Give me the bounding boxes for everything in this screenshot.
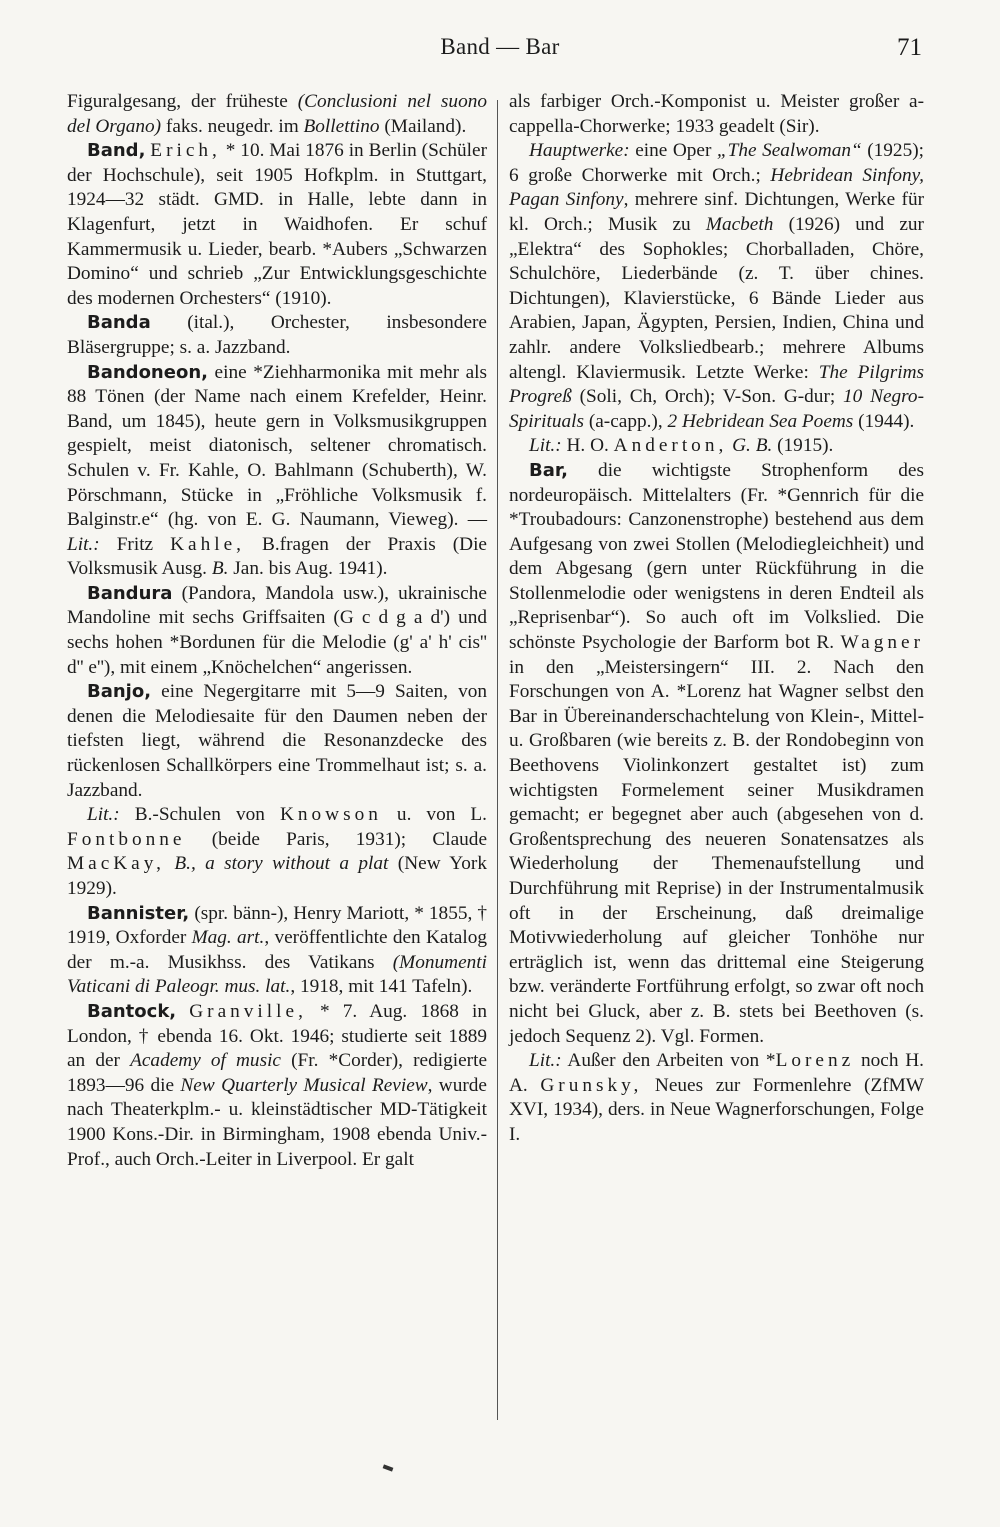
running-header: Band — Bar — [440, 34, 560, 59]
print-mark — [383, 1464, 394, 1471]
entry-bar: Bar, die wichtigste Strophenform des nordeuropäisch. Mittelalters (Fr. *Gennrich für die *Troubadours: Canzonenstrophe) bestehend aus dem Aufgesang von zwei Stollen (Melodiegleichheit) und dem Abgesang (gern unter Rückführung in die Stollenmelodie oder wenigstens in deren Endteil als „Reprisenbar“). So auch oft im Volkslied. Die schönste Psychologie der Barform bot R. Wagner in den „Meistersingern“ III. 2. Nach den Forschungen von A. *Lorenz hat Wagner selbst den Bar in Übereinanderschachtelung von Klein-, Mittel- u. Großbaren (wie bereits z. B. der Rondobeginn von Beethovens Violinkonzert gestaltet ist) zum wichtigsten Formelement seiner Musikdramen gemacht; er begegnet aber auch (abgesehen von d. Großentsprechung des neueren Sonatensatzes als Wiederholung der Themenaufstellung und Durchführung mit Reprise) in der Instrumentalmusik oft in der Erscheinung, daß dreimalige Motivwiederholung auf gleicher Tonhöhe nur erträglich ist, wenn das drittemal eine Steigerung bzw. veränderte Fortführung erfolgt, so zwar oft noch nicht bei Gluck, aber z. B. stets bei Beethoven (s. jedoch Sequenz 2). Vgl. Formen. — [509, 459, 924, 1047]
entry-banjo: Banjo, eine Negergitarre mit 5—9 Saiten, von denen die Melodiesaite für den Daumen neben der tiefsten liegt, während die Resonanzdecke des rückenlosen Schallkörpers eine Trommelhaut ist; s. a. Jazzband. — [67, 681, 487, 801]
headword: Bandoneon, — [87, 361, 208, 383]
headword: Banjo, — [87, 681, 152, 703]
headword: Bar, — [529, 459, 568, 481]
entry-banjo-literature: Lit.: B.-Schulen von Knowson u. von L. Fontbonne (beide Paris, 1931); Claude MacKay, B., a story without a plat (New York 1929). — [67, 804, 487, 899]
entry-bandura: Bandura (Pandora, Mandola usw.), ukrainische Mandoline mit sechs Griffsaiten (G c d g a d') und sechs hohen *Bordunen für die Melodie (g' a' h' cis'' d'' e''), mit einem „Knöchelchen“ angerissen. — [67, 582, 487, 678]
page-number: 71 — [897, 34, 922, 61]
entry-bantock-literature: Lit.: H. O. Anderton, G. B. (1915). — [529, 435, 834, 457]
entry-bantock: Bantock, Granville, * 7. Aug. 1868 in London, † ebenda 16. Okt. 1946; studierte seit 1889 an der Academy of music (Fr. *Corder), redigierte 1893—96 die New Quarterly Musical Review, wurde nach Theaterkplm.- u. kleinstädtischer MD-Tätigkeit 1900 Kons.-Dir. in Birmingham, 1908 ebenda Univ.-Prof., auch Orch.-Leiter in Liverpool. Er galt — [67, 1000, 488, 1170]
entry-band: Band, Erich, * 10. Mai 1876 in Berlin (Schüler der Hochschule), seit 1905 Hofkplm. in Stuttgart, 1924—32 städt. GMD. in Halle, lebte dann in Klagenfurt, jetzt in Waidhofen. Er schuf Kammermusik u. Lieder, bearb. *Aubers „Schwarzen Domino“ und schrieb „Zur Entwicklungsgeschichte des modernen Orchesters“ (1910). — [67, 140, 487, 309]
right-column — [509, 90, 924, 1148]
entry-bantock-works: Hauptwerke: eine Oper „The Sealwoman“ (1925); 6 große Chorwerke mit Orch.; Hebridean Sinfony, Pagan Sinfony, mehrere sinf. Dichtungen, Werke für kl. Orch.; Musik zu Macbeth (1926) und zur „Elektra“ des Sophokles; Chorballaden, Chöre, Schulchöre, Liederbände (z. T. über chines. Dichtungen), Klavierstücke, 6 Bände Lieder aus Arabien, Japan, Ägypten, Persien, Indien, China und zahlr. andere Volksliedbearb.; mehrere Albums altengl. Klaviermusik. Letzte Werke: The Pilgrims Progreß (Soli, Ch, Orch); V-Son. G-dur; 10 Negro-Spirituals (a-capp.), 2 Hebridean Sea Poems (1944). — [509, 140, 925, 432]
headword: Bannister, — [87, 902, 190, 924]
column-divider — [497, 100, 498, 1420]
headword: Bantock, — [87, 1000, 177, 1022]
entry-banda: Banda (ital.), Orchester, insbesondere Bläsergruppe; s. a. Jazzband. — [67, 312, 487, 358]
entry-bandoneon: Bandoneon, eine *Ziehharmonika mit mehr als 88 Tönen (der Name nach einem Krefelder, Heinr. Band, um 1845), heute gern in Volksmusikgruppen gespielt, meist diatonisch, seltener chromatisch. Schulen v. Fr. Kahle, O. Bahlmann (Schuberth), W. Pörschmann, Stücke in „Fröhliche Volksmusik f. Balginstr.e“ (hg. von E. G. Naumann, Vieweg). — Lit.: Fritz Kahle, B.fragen der Praxis (Die Volksmusik Ausg. B. Jan. bis Aug. 1941). — [67, 361, 487, 580]
entry-bar-literature: Lit.: Außer den Arbeiten von *Lorenz noch H. A. Grunsky, Neues zur Formenlehre (ZfMW XVI, 1934), ders. in Neue Wagnerforschungen, Folge I. — [509, 1050, 924, 1145]
left-column — [67, 90, 487, 1172]
headword: Banda — [87, 312, 151, 334]
headword: Band, — [87, 140, 146, 162]
entry-bantock-continuation: als farbiger Orch.-Komponist u. Meister großer a-cappella-Chorwerke; 1933 geadelt (Sir). — [509, 91, 924, 137]
headword: Bandura — [87, 582, 173, 604]
entry-continuation: Figuralgesang, der früheste (Conclusioni nel suono del Organo) faks. neugedr. im Bollettino (Mailand). — [67, 91, 487, 137]
entry-bannister: Bannister, (spr. bänn-), Henry Mariott, * 1855, † 1919, Oxforder Mag. art., veröffentlichte den Katalog der m.-a. Musikhss. des Vatikans (Monumenti Vaticani di Paleogr. mus. lat., 1918, mit 141 Tafeln). — [67, 902, 487, 998]
